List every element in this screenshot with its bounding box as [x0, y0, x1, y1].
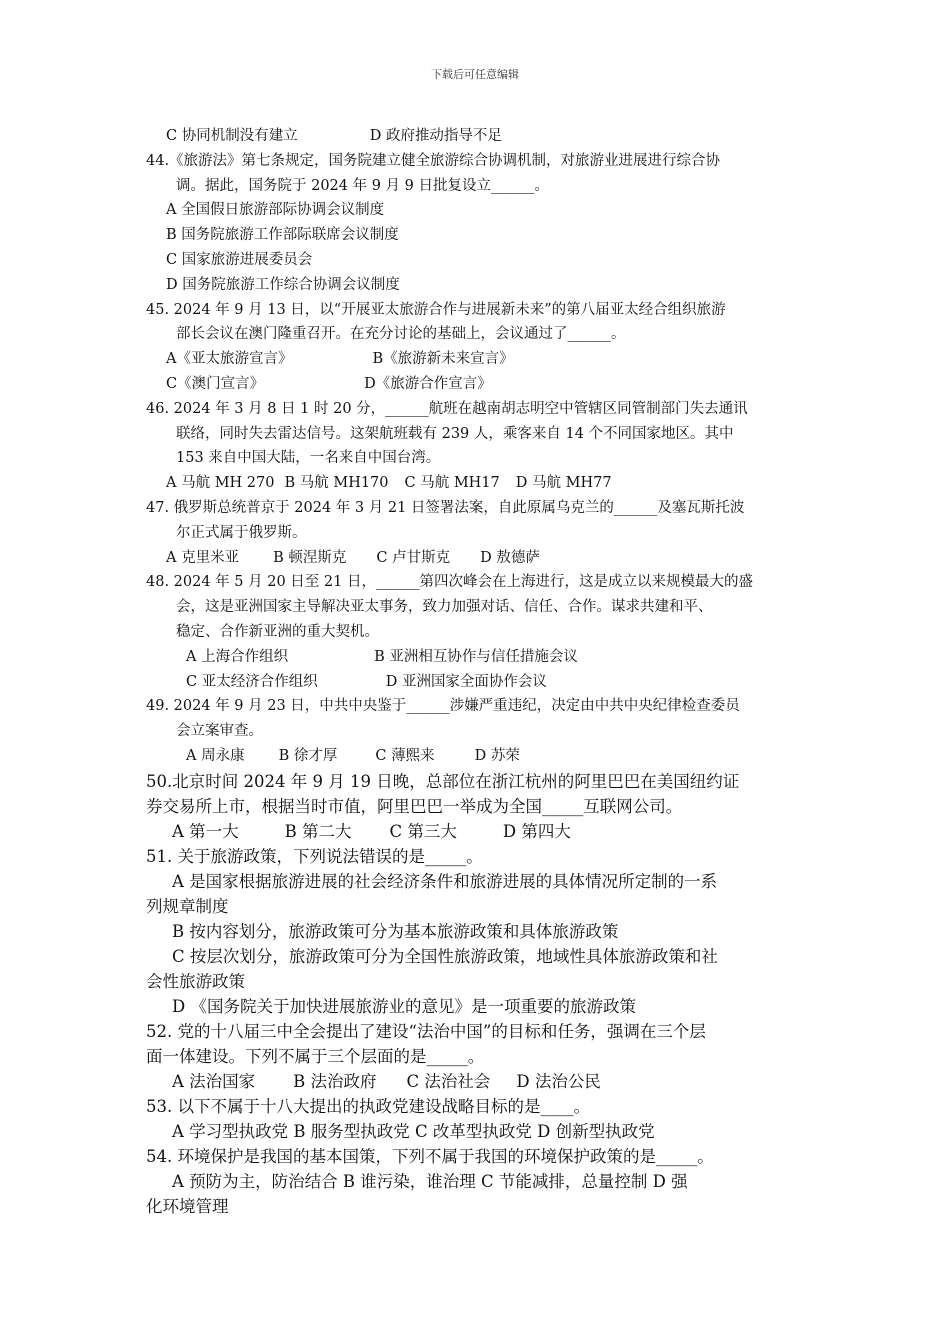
text-line: 会性旅游政策: [146, 971, 245, 991]
answer-option: D 法治公民: [516, 1071, 601, 1091]
text-line: A 预防为主，防治结合 B 谁污染，谁治理 C 节能减排，总量控制 D 强: [172, 1171, 688, 1191]
answer-option: D 政府推动指导不足: [369, 128, 502, 144]
options-line: [146, 546, 810, 571]
text-line: A 全国假日旅游部际协调会议制度: [166, 202, 385, 219]
text-line: 稳定、合作新亚洲的重大契机。: [176, 623, 379, 640]
text-line: A 是国家根据旅游进展的社会经济条件和旅游进展的具体情况所定制的一系: [172, 871, 718, 891]
page-header-note: 下载后可任意编辑: [431, 68, 519, 81]
options-line: [146, 124, 810, 149]
answer-option: C 亚太经济合作组织: [186, 673, 318, 690]
text-line: B 国务院旅游工作部际联席会议制度: [166, 227, 399, 244]
options-line: [146, 819, 810, 844]
text-line: 54. 环境保护是我国的基本国策，下列不属于我国的环境保护政策的是_____。: [146, 1146, 714, 1166]
answer-option: D 马航 MH77: [515, 475, 612, 492]
answer-option: D《旅游合作宣言》: [364, 375, 492, 392]
answer-option: C 法治社会: [406, 1071, 491, 1091]
answer-option: D 敖德萨: [480, 549, 540, 566]
answer-option: B 第二大: [284, 821, 352, 841]
text-line: 会立案审查。: [176, 723, 263, 740]
text-line: D 国务院旅游工作综合协调会议制度: [166, 276, 400, 293]
answer-option: B《旅游新未来宣言》: [372, 351, 514, 368]
options-line: [146, 1069, 810, 1094]
answer-option: C 第三大: [389, 821, 457, 841]
answer-option: D 第四大: [502, 821, 571, 841]
answer-option: A 马航 MH 270: [166, 475, 275, 492]
document-body: [146, 124, 810, 1219]
options-line: [146, 471, 810, 496]
text-line: 53. 以下不属于十八大提出的执政党建设战略目标的是____。: [146, 1096, 590, 1116]
answer-option: A 法治国家: [172, 1071, 256, 1091]
options-line: [146, 670, 810, 695]
text-line: 化环境管理: [146, 1196, 229, 1216]
answer-option: B 徐才厚: [278, 747, 338, 764]
text-line: 45. 2024 年 9 月 13 日，以“开展亚太旅游合作与进展新未来”的第八届亚太经合组织旅游: [146, 301, 726, 318]
answer-option: C《澳门宣言》: [166, 375, 265, 392]
text-line: A 学习型执政党 B 服务型执政党 C 改革型执政党 D 创新型执政党: [172, 1121, 655, 1141]
answer-option: A 周永康: [186, 747, 245, 764]
text-line: 面一体建设。下列不属于三个层面的是_____。: [146, 1046, 485, 1066]
options-line: [146, 347, 810, 372]
answer-option: C 协同机制没有建立: [166, 128, 298, 144]
text-line: C 国家旅游进展委员会: [166, 251, 313, 268]
answer-option: B 法治政府: [293, 1071, 377, 1091]
answer-option: B 亚洲相互协作与信任措施会议: [374, 648, 578, 665]
text-line: 47. 俄罗斯总统普京于 2024 年 3 月 21 日签署法案，自此原属乌克兰的______及塞瓦斯托波: [146, 499, 745, 516]
answer-option: C 薄熙来: [375, 747, 435, 764]
text-line: C 按层次划分，旅游政策可分为全国性旅游政策，地域性具体旅游政策和社: [172, 946, 718, 966]
answer-option: D 亚洲国家全面协作会议: [385, 673, 547, 690]
text-line: 调。据此，国务院于 2024 年 9 月 9 日批复设立______。: [176, 177, 550, 194]
options-line: [146, 744, 810, 769]
options-line: [146, 645, 810, 670]
answer-option: B 马航 MH170: [284, 475, 389, 492]
text-line: 48. 2024 年 5 月 20 日至 21 日，______第四次峰会在上海进行，这是成立以来规模最大的盛: [146, 574, 753, 591]
text-line: 46. 2024 年 3 月 8 日 1 时 20 分，______航班在越南胡志明空中管辖区同管制部门失去通讯: [146, 400, 748, 417]
text-line: 列规章制度: [146, 896, 229, 916]
text-line: 44.《旅游法》第七条规定，国务院建立健全旅游综合协调机制，对旅游业进展进行综合协: [146, 152, 721, 169]
options-line: [146, 372, 810, 397]
answer-option: A 克里米亚: [166, 549, 240, 566]
text-line: 会，这是亚洲国家主导解决亚太事务，致力加强对话、信任、合作。谋求共建和平、: [176, 599, 713, 616]
text-line: 50.北京时间 2024 年 9 月 19 日晚，总部位在浙江杭州的阿里巴巴在美国纽约证: [146, 771, 740, 791]
answer-option: C 卢甘斯克: [376, 549, 451, 566]
answer-option: C 马航 MH17: [404, 475, 500, 492]
text-line: 49. 2024 年 9 月 23 日，中共中央鉴于______涉嫌严重违纪，决定由中共中央纪律检查委员: [146, 698, 740, 715]
answer-option: A 第一大: [172, 821, 239, 841]
text-line: 联络，同时失去雷达信号。这架航班载有 239 人，乘客来自 14 个不同国家地区。其中: [176, 425, 734, 442]
answer-option: A《亚太旅游宣言》: [166, 351, 293, 368]
text-line: B 按内容划分，旅游政策可分为基本旅游政策和具体旅游政策: [172, 921, 619, 941]
text-line: 部长会议在澳门隆重召开。在充分讨论的基础上，会议通过了______。: [176, 326, 626, 343]
text-line: 券交易所上市，根据当时市值，阿里巴巴一举成为全国_____互联网公司。: [146, 796, 683, 816]
text-line: 153 来自中国大陆，一名来自中国台湾。: [176, 450, 441, 467]
text-line: 51. 关于旅游政策，下列说法错误的是_____。: [146, 846, 483, 866]
answer-option: B 顿涅斯克: [273, 549, 347, 566]
text-line: 52. 党的十八届三中全会提出了建设“法治中国”的目标和任务，强调在三个层: [146, 1021, 706, 1041]
answer-option: A 上海合作组织: [186, 648, 289, 665]
text-line: 尔正式属于俄罗斯。: [176, 524, 307, 541]
text-line: D 《国务院关于加快进展旅游业的意见》是一项重要的旅游政策: [172, 996, 636, 1016]
answer-option: D 苏荣: [474, 747, 520, 764]
